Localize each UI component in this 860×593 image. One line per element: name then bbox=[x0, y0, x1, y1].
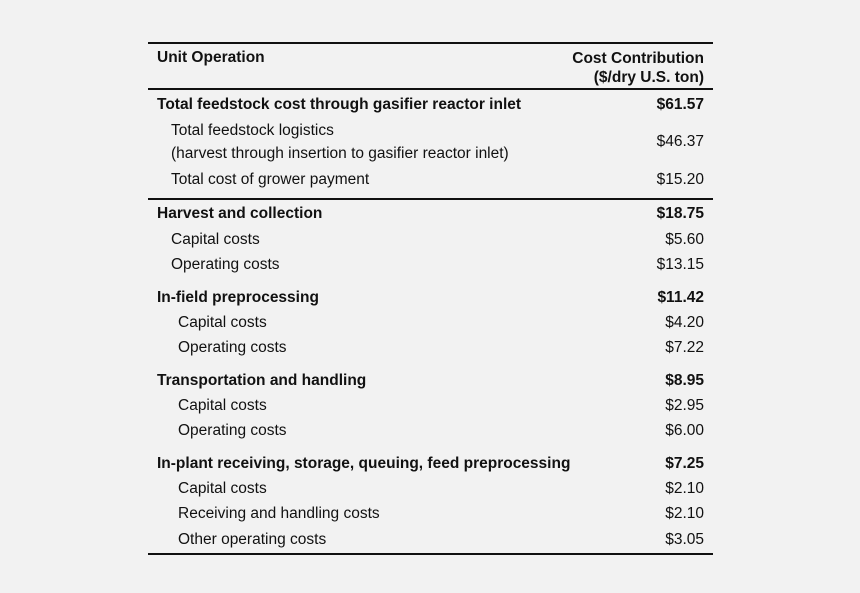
item-value: $13.15 bbox=[656, 256, 704, 274]
group-head-transport bbox=[148, 368, 713, 393]
list-item bbox=[148, 502, 713, 528]
logistics-label-line1: Total feedstock logistics bbox=[171, 122, 334, 139]
list-item bbox=[148, 476, 713, 502]
item-value: $2.10 bbox=[665, 505, 704, 523]
header-cost-line1: Cost Contribution bbox=[572, 50, 704, 67]
item-value: $6.00 bbox=[665, 422, 704, 440]
list-item bbox=[148, 419, 713, 445]
table-header bbox=[148, 44, 713, 88]
header-rule bbox=[148, 88, 713, 90]
logistics-value: $46.37 bbox=[656, 133, 704, 150]
bottom-rule bbox=[148, 553, 713, 555]
grower-value: $15.20 bbox=[656, 170, 704, 188]
item-value: $3.05 bbox=[665, 530, 704, 548]
item-label: Capital costs bbox=[178, 313, 267, 331]
group-label: In-field preprocessing bbox=[157, 288, 319, 306]
list-item bbox=[148, 393, 713, 419]
header-cost-line2: ($/dry U.S. ton) bbox=[593, 69, 704, 86]
total-row bbox=[148, 92, 713, 118]
logistics-label bbox=[148, 119, 657, 165]
header-cost-contribution bbox=[572, 49, 713, 87]
list-item bbox=[148, 336, 713, 362]
item-value: $2.95 bbox=[665, 396, 704, 414]
group-head-inplant bbox=[148, 451, 713, 476]
item-value: $2.10 bbox=[665, 479, 704, 497]
group-label: In-plant receiving, storage, queuing, feed preprocessing bbox=[157, 454, 571, 472]
item-value: $7.22 bbox=[665, 339, 704, 357]
item-label: Operating costs bbox=[178, 339, 287, 357]
grower-label: Total cost of grower payment bbox=[171, 170, 370, 188]
logistics-row bbox=[148, 118, 713, 166]
group-head-infield bbox=[148, 285, 713, 310]
item-value: $5.60 bbox=[665, 230, 704, 248]
list-item bbox=[148, 227, 713, 253]
item-label: Operating costs bbox=[171, 256, 280, 274]
item-label: Operating costs bbox=[178, 422, 287, 440]
item-value: $4.20 bbox=[665, 313, 704, 331]
group-value: $18.75 bbox=[656, 204, 704, 222]
item-label: Capital costs bbox=[171, 230, 260, 248]
list-item bbox=[148, 527, 713, 553]
item-label: Capital costs bbox=[178, 479, 267, 497]
group-head-harvest bbox=[148, 200, 713, 227]
group-value: $11.42 bbox=[657, 288, 704, 306]
cost-table bbox=[148, 42, 713, 555]
list-item bbox=[148, 310, 713, 336]
total-value: $61.57 bbox=[656, 96, 704, 113]
logistics-label-line2: (harvest through insertion to gasifier reactor inlet) bbox=[171, 145, 509, 162]
group-value: $8.95 bbox=[665, 371, 704, 389]
group-value: $7.25 bbox=[665, 454, 704, 472]
header-unit-operation: Unit Operation bbox=[157, 49, 265, 66]
list-item bbox=[148, 253, 713, 279]
group-label: Harvest and collection bbox=[157, 204, 323, 222]
grower-row bbox=[148, 166, 713, 193]
item-label: Capital costs bbox=[178, 396, 267, 414]
item-label: Other operating costs bbox=[178, 530, 327, 548]
item-label: Receiving and handling costs bbox=[178, 505, 380, 523]
total-label: Total feedstock cost through gasifier reactor inlet bbox=[157, 96, 522, 113]
group-label: Transportation and handling bbox=[157, 371, 367, 389]
